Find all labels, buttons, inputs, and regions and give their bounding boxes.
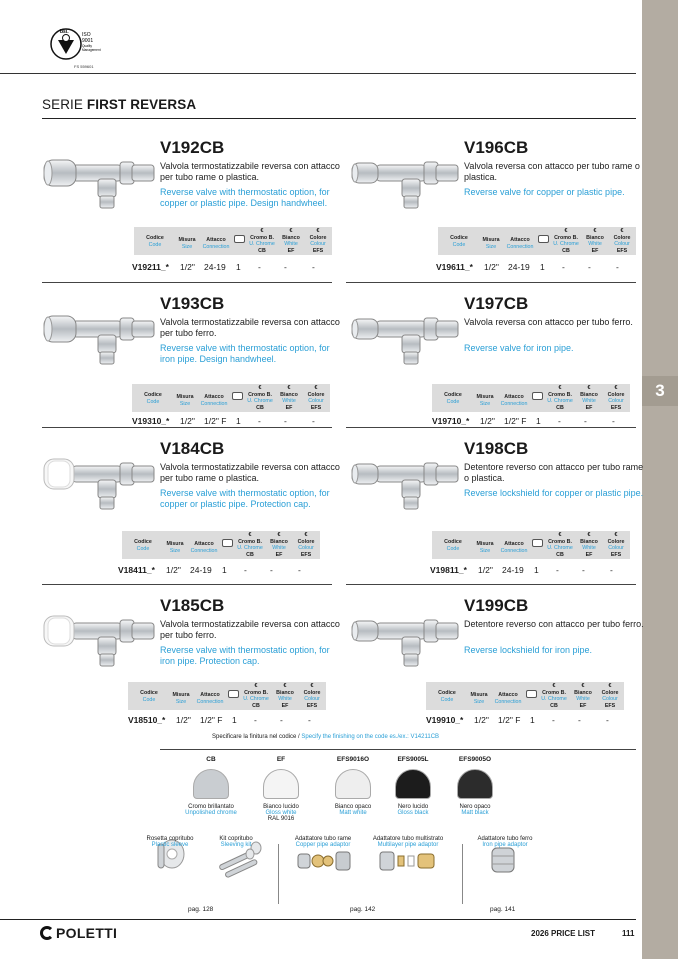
price-glass-icon [234, 235, 245, 243]
spec-table-header [426, 682, 624, 710]
cert-line-2: Management [82, 48, 101, 52]
product-code: V185CB [160, 596, 225, 615]
product-desc-en: Reverse valve for copper or plastic pipe. [464, 187, 625, 197]
row-size: 1/2" [180, 416, 195, 426]
valve-image [346, 447, 464, 517]
spec-table-row [128, 714, 328, 726]
product-code: V184CB [160, 439, 225, 458]
col-code: Codice Code [444, 392, 462, 405]
accessory-name-en: Iron pipe adaptor [482, 842, 528, 848]
product-v199cb [346, 590, 644, 740]
col-code: Codice Code [144, 392, 162, 405]
valve-image [346, 604, 464, 674]
col-code: Codice Code [140, 690, 158, 703]
row-cb: 1 [536, 416, 541, 426]
accessory-name-it: Rosetta copritubo [146, 836, 194, 842]
product-desc-en: Reverse valve with thermostatic option, for copper or plastic pipe. Design handwheel. [160, 187, 330, 208]
row-ef: - [254, 715, 257, 725]
product-desc-en: Reverse valve with thermostatic option, for copper or plastic pipe. Protection cap. [160, 488, 330, 509]
col-ef: € Bianco White EF [276, 683, 294, 709]
finish-note [212, 734, 439, 740]
product-rule [42, 282, 332, 283]
row-efs-2: - [606, 715, 609, 725]
product-desc-en: Reverse lockshield for copper or plastic pipe. [464, 488, 644, 498]
price-glass-icon [532, 539, 543, 547]
row-efs-1: - [280, 715, 283, 725]
col-code: Codice Code [134, 539, 152, 552]
col-efs: € Colore Colour EFS [303, 683, 321, 709]
row-connection: 1/2" F [504, 416, 527, 426]
page-ref-2[interactable]: pag. 142 [350, 906, 376, 913]
finish-efs9005l [378, 756, 448, 816]
col-ef: € Bianco White EF [586, 228, 604, 254]
row-efs-1: - [578, 715, 581, 725]
finish-name-it: Nero opaco [459, 804, 491, 810]
col-code: Codice Code [444, 539, 462, 552]
row-efs-2: - [312, 262, 315, 272]
finish-code: CB [206, 756, 216, 763]
valve-image [42, 447, 160, 517]
row-cb: 1 [530, 715, 535, 725]
row-size: 1/2" [180, 262, 195, 272]
poletti-logo [40, 925, 117, 941]
cert-line-1: Quality [82, 44, 92, 48]
row-connection: 24-19 [508, 262, 530, 272]
col-cb: € Cromo B. U. Chrome CB [237, 532, 263, 558]
product-v196cb [346, 132, 640, 282]
col-efs: € Colore Colour EFS [613, 228, 631, 254]
valve-image [346, 146, 464, 216]
product-v185cb [42, 590, 340, 740]
product-v193cb [42, 288, 340, 438]
product-code: V199CB [464, 596, 529, 615]
row-cb: 1 [540, 262, 545, 272]
bsi-certification-logo [44, 24, 104, 68]
row-efs-1: - [284, 262, 287, 272]
col-ef: € Bianco White EF [282, 228, 300, 254]
finish-name-it: Nero lucido [397, 804, 429, 810]
col-code: Codice Code [450, 235, 468, 248]
product-desc-it: Valvola termostatizzabile reversa con attacco per tubo rame o plastica. [160, 462, 340, 483]
row-ef: - [258, 416, 261, 426]
row-code: V18510_* [128, 715, 166, 725]
spec-table-header [432, 531, 630, 559]
accessory-multilayer-adaptor [366, 836, 450, 848]
row-ef: - [562, 262, 565, 272]
product-desc-en: Reverse valve with thermostatic option, for iron pipe. Design handwheel. [160, 343, 330, 364]
row-ef: - [244, 565, 247, 575]
col-efs: € Colore Colour EFS [601, 683, 619, 709]
finish-code: EFS9005L [397, 756, 429, 763]
row-efs-1: - [582, 565, 585, 575]
col-connection: Attacco Connection [196, 692, 224, 705]
valve-image [42, 146, 160, 216]
product-rule [42, 427, 332, 428]
col-connection: Attacco Connection [500, 541, 528, 554]
series-prefix: SERIE [42, 97, 84, 112]
row-connection: 1/2" F [200, 715, 223, 725]
product-desc-it: Valvola reversa con attacco per tubo rame o plastica. [464, 161, 640, 182]
col-ef: € Bianco White EF [280, 385, 298, 411]
row-ef: - [552, 715, 555, 725]
row-efs-2: - [312, 416, 315, 426]
product-desc-it: Detentore reverso con attacco per tubo ferro. [464, 619, 644, 629]
row-cb: 1 [222, 565, 227, 575]
finish-note-en: Specify the finishing on the code es./ex.: V14211CB [301, 734, 440, 740]
col-connection: Attacco Connection [500, 394, 528, 407]
col-ef: € Bianco White EF [270, 532, 288, 558]
row-size: 1/2" [474, 715, 489, 725]
row-connection: 24-19 [502, 565, 524, 575]
spec-table-row [430, 564, 630, 576]
col-size: Misura Size [176, 394, 194, 407]
finish-cap-swatch [193, 769, 229, 799]
product-code: V197CB [464, 294, 529, 313]
note-rule [160, 749, 636, 750]
row-size: 1/2" [484, 262, 499, 272]
col-connection: Attacco Connection [506, 237, 534, 250]
col-efs: € Colore Colour EFS [307, 385, 325, 411]
col-connection: Attacco Connection [494, 692, 522, 705]
product-v198cb [346, 433, 644, 583]
product-rule [346, 282, 636, 283]
product-rule [346, 427, 636, 428]
accessory-divider-2 [462, 844, 463, 904]
product-code: V193CB [160, 294, 225, 313]
product-desc-it: Valvola termostatizzabile reversa con attacco per tubo ferro. [160, 619, 340, 640]
valve-image [42, 604, 160, 674]
finish-note-it: Specificare la finitura nel codice / [212, 734, 300, 740]
iron-adaptor-image [488, 844, 518, 876]
accessory-rosette [138, 836, 202, 848]
col-efs: € Colore Colour EFS [309, 228, 327, 254]
finish-ef [246, 756, 316, 822]
col-ef: € Bianco White EF [580, 385, 598, 411]
finish-name-en: Matt white [339, 810, 367, 816]
product-v184cb [42, 433, 340, 583]
finish-code: EFS9016O [336, 756, 370, 763]
row-cb: 1 [236, 416, 241, 426]
row-connection: 1/2" F [498, 715, 521, 725]
product-rule [346, 584, 636, 585]
product-desc-en: Reverse valve with thermostatic option, for iron pipe. Protection cap. [160, 645, 330, 666]
row-code: V18411_* [118, 565, 155, 575]
col-size: Misura Size [166, 541, 184, 554]
product-desc-it: Valvola termostatizzabile reversa con attacco per tubo rame o plastica. [160, 161, 340, 182]
col-ef: € Bianco White EF [580, 532, 598, 558]
row-efs-2: - [298, 565, 301, 575]
row-size: 1/2" [176, 715, 191, 725]
page-number: 111 [622, 929, 635, 938]
product-rule [42, 584, 332, 585]
price-glass-icon [532, 392, 543, 400]
top-rule [0, 73, 636, 74]
col-size: Misura Size [476, 394, 494, 407]
finish-cap-swatch [335, 769, 371, 799]
accessory-name-it: Kit copritubo [219, 836, 253, 842]
row-efs-1: - [270, 565, 273, 575]
finish-code: EFS9005O [458, 756, 492, 763]
finish-name-it: Bianco lucido [263, 804, 299, 810]
row-efs-2: - [308, 715, 311, 725]
copper-adaptor-image [296, 846, 352, 874]
finish-name-it: Cromo brillantato [188, 804, 234, 810]
row-ef: - [556, 565, 559, 575]
accessory-name-en: Sleeving kit [220, 842, 252, 848]
col-efs: € Colore Colour EFS [297, 532, 315, 558]
product-code: V198CB [464, 439, 529, 458]
col-connection: Attacco Connection [200, 394, 228, 407]
price-list-label: 2026 PRICE LIST [531, 929, 596, 938]
page-ref-3[interactable]: pag. 141 [490, 906, 516, 913]
brand-name: POLETTI [56, 925, 118, 941]
spec-table-header [432, 384, 630, 412]
col-connection: Attacco Connection [190, 541, 218, 554]
col-size: Misura Size [476, 541, 494, 554]
row-code: V19611_* [436, 262, 473, 272]
cert-ref: FS 559601 [74, 64, 94, 69]
price-glass-icon [228, 690, 239, 698]
product-desc-it: Detentore reverso con attacco per tubo rame o plastica. [464, 462, 644, 483]
cert-iso: ISO [82, 32, 91, 38]
price-glass-icon [526, 690, 537, 698]
price-glass-icon [538, 235, 549, 243]
series-name: FIRST REVERSA [86, 97, 197, 112]
spec-table-header [122, 531, 320, 559]
accessory-copper-adaptor [286, 836, 360, 848]
multilayer-adaptor-image [378, 846, 438, 874]
finish-cap-swatch [395, 769, 431, 799]
finish-name-en: Gloss white [265, 810, 297, 816]
product-v192cb [42, 132, 340, 282]
finish-code: EF [276, 756, 286, 763]
accessory-sleeve-kit [206, 836, 266, 848]
finish-ral: RAL 9016 [267, 816, 295, 822]
accessory-name-en: Plastic sleeve [151, 842, 189, 848]
product-desc-en: Reverse valve for iron pipe. [464, 343, 574, 353]
series-rule [42, 118, 636, 119]
row-efs-1: - [588, 262, 591, 272]
accessory-iron-adaptor [470, 836, 540, 848]
page-ref-1[interactable]: pag. 128 [188, 906, 214, 913]
row-connection: 24-19 [190, 565, 212, 575]
col-cb: € Cromo B. U. Chrome CB [249, 228, 275, 254]
product-desc-it: Valvola termostatizzabile reversa con attacco per tubo ferro. [160, 317, 340, 338]
bottom-rule [0, 919, 636, 920]
row-efs-1: - [284, 416, 287, 426]
accessory-name-it: Adattatore tubo multistrato [372, 836, 444, 842]
row-ef: - [258, 262, 261, 272]
row-code: V19910_* [426, 715, 464, 725]
spec-table-header [134, 227, 332, 255]
col-cb: € Cromo B. U. Chrome CB [547, 385, 573, 411]
row-size: 1/2" [480, 416, 495, 426]
cert-num: 9001 [82, 38, 94, 44]
row-code: V19211_* [132, 262, 169, 272]
row-cb: 1 [232, 715, 237, 725]
row-connection: 1/2" F [204, 416, 227, 426]
col-size: Misura Size [178, 237, 196, 250]
product-v197cb [346, 288, 636, 438]
spec-table-row [132, 261, 332, 273]
row-size: 1/2" [166, 565, 181, 575]
row-code: V19310_* [132, 416, 170, 426]
col-cb: € Cromo B. U. Chrome CB [247, 385, 273, 411]
valve-image [42, 302, 160, 372]
col-efs: € Colore Colour EFS [607, 532, 625, 558]
row-efs-2: - [612, 416, 615, 426]
spec-table-header [128, 682, 326, 710]
row-code: V19811_* [430, 565, 467, 575]
spec-table-row [132, 415, 332, 427]
col-code: Codice Code [438, 690, 456, 703]
spec-table-row [118, 564, 318, 576]
row-efs-1: - [584, 416, 587, 426]
col-size: Misura Size [172, 692, 190, 705]
product-desc-en: Reverse lockshield for iron pipe. [464, 645, 593, 655]
accessory-name-it: Adattatore tubo rame [294, 836, 352, 842]
col-code: Codice Code [146, 235, 164, 248]
finish-cap-swatch [457, 769, 493, 799]
finish-efs9005o [440, 756, 510, 816]
product-code: V192CB [160, 138, 225, 157]
side-strip [642, 0, 678, 959]
col-efs: € Colore Colour EFS [607, 385, 625, 411]
spec-table-row [426, 714, 626, 726]
col-ef: € Bianco White EF [574, 683, 592, 709]
accessory-name-it: Adattatore tubo ferro [477, 836, 533, 842]
poletti-logo-icon [40, 926, 54, 940]
row-efs-2: - [616, 262, 619, 272]
spec-table-header [438, 227, 636, 255]
spec-table-row [432, 415, 632, 427]
row-efs-2: - [610, 565, 613, 575]
finish-name-en: Matt black [461, 810, 489, 816]
spec-table-header [132, 384, 330, 412]
col-size: Misura Size [470, 692, 488, 705]
series-title [42, 97, 196, 112]
row-size: 1/2" [478, 565, 493, 575]
col-connection: Attacco Connection [202, 237, 230, 250]
price-glass-icon [232, 392, 243, 400]
accessory-name-en: Multilayer pipe adaptor [377, 842, 439, 848]
product-desc-it: Valvola reversa con attacco per tubo ferro. [464, 317, 633, 327]
finish-cb [176, 756, 246, 816]
section-tab: 3 [642, 376, 678, 406]
col-cb: € Cromo B. U. Chrome CB [553, 228, 579, 254]
row-cb: 1 [534, 565, 539, 575]
col-cb: € Cromo B. U. Chrome CB [541, 683, 567, 709]
accessory-name-en: Copper pipe adaptor [295, 842, 351, 848]
finish-name-en: Unpolished chrome [185, 810, 237, 816]
finish-name-en: Gloss black [397, 810, 429, 816]
row-cb: 1 [236, 262, 241, 272]
product-code: V196CB [464, 138, 529, 157]
col-cb: € Cromo B. U. Chrome CB [243, 683, 269, 709]
col-cb: € Cromo B. U. Chrome CB [547, 532, 573, 558]
cert-brand: bsi. [60, 29, 69, 35]
finish-name-it: Bianco opaco [334, 804, 372, 810]
valve-image [346, 302, 464, 372]
row-code: V19710_* [432, 416, 470, 426]
row-ef: - [558, 416, 561, 426]
price-glass-icon [222, 539, 233, 547]
row-connection: 24-19 [204, 262, 226, 272]
spec-table-row [436, 261, 636, 273]
col-size: Misura Size [482, 237, 500, 250]
accessory-divider-1 [278, 844, 279, 904]
finish-cap-swatch [263, 769, 299, 799]
